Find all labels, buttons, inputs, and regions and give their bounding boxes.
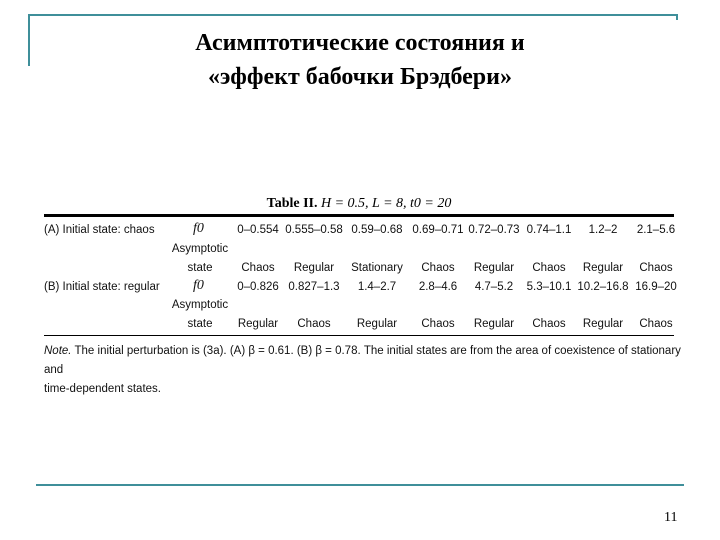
row-b-state-cell-6: Chaos [532, 318, 566, 330]
row-b-f0-cell-1: 0–0.826 [237, 281, 279, 293]
row-b-asym-label-2: state [187, 318, 213, 330]
frame-bottom-line [36, 484, 684, 486]
row-a-state-cell-4: Chaos [421, 262, 455, 274]
note-label: Note. [44, 345, 72, 357]
row-b-f0-cell-2: 0.827–1.3 [288, 281, 340, 293]
row-b-state-cell-4: Chaos [421, 318, 455, 330]
row-a-f0-cell-8: 2.1–5.6 [636, 224, 676, 236]
row-a-asym-label-2: state [187, 262, 213, 274]
table-note [44, 342, 684, 399]
row-a-f0-label: f0 [193, 221, 204, 236]
row-b-f0-cell-6: 5.3–10.1 [526, 281, 572, 293]
row-a-state-cell-6: Chaos [532, 262, 566, 274]
table-bottom-rule [44, 335, 674, 336]
row-a-state-cell-5: Regular [473, 262, 515, 274]
note-line-2: time-dependent states. [44, 383, 161, 395]
slide-title [60, 26, 660, 94]
row-b-f0-cell-3: 1.4–2.7 [357, 281, 397, 293]
table-caption-label: Table II. [266, 196, 318, 211]
row-a-state-cell-7: Regular [582, 262, 624, 274]
frame-right-tick [676, 14, 678, 20]
row-a-f0-cell-3: 0.59–0.68 [351, 224, 403, 236]
row-b-state-cell-5: Regular [473, 318, 515, 330]
row-b-state-cell-7: Regular [582, 318, 624, 330]
row-b-f0-cell-7: 10.2–16.8 [577, 281, 629, 293]
slide-title-line-2: «эффект бабочки Брэдбери» [208, 64, 512, 90]
row-b-state-cell-8: Chaos [639, 318, 673, 330]
row-b-f0-cell-4: 2.8–4.6 [418, 281, 458, 293]
row-b-state-cell-3: Regular [356, 318, 398, 330]
row-a-f0-cell-7: 1.2–2 [588, 224, 618, 236]
row-b-state-cell-2: Chaos [297, 318, 331, 330]
row-a-f0-cell-2: 0.555–0.58 [285, 224, 343, 236]
row-a-state-cell-3: Stationary [351, 262, 403, 274]
table-caption-params: H = 0.5, L = 8, t0 = 20 [320, 196, 452, 211]
row-b-f0-cell-5: 4.7–5.2 [474, 281, 514, 293]
row-b-f0-label: f0 [193, 278, 204, 293]
row-b-f0-cell-8: 16.9–20 [635, 281, 677, 293]
slide-title-line-1: Асимптотические состояния и [195, 30, 525, 56]
note-line-1: The initial perturbation is (3a). (A) β = 0.61. (B) β = 0.78. The initial states are from the area of coexistence of stationary and [44, 345, 681, 376]
row-a-state-cell-2: Regular [293, 262, 335, 274]
row-a-label: (A) Initial state: chaos [44, 224, 155, 236]
frame-top-line [28, 14, 678, 16]
table-caption [44, 196, 674, 212]
row-a-f0-cell-6: 0.74–1.1 [526, 224, 572, 236]
row-a-asym-label-1: Asymptotic [171, 243, 229, 255]
row-a-state-cell-8: Chaos [639, 262, 673, 274]
row-b-label: (B) Initial state: regular [44, 281, 160, 293]
row-b-asym-label-1: Asymptotic [171, 299, 229, 311]
row-b-state-cell-1: Regular [237, 318, 279, 330]
row-a-f0-cell-5: 0.72–0.73 [468, 224, 520, 236]
frame-left-line [28, 14, 30, 66]
row-a-f0-cell-4: 0.69–0.71 [412, 224, 464, 236]
page-number: 11 [664, 510, 678, 525]
row-a-state-cell-1: Chaos [241, 262, 275, 274]
table-top-rule [44, 214, 674, 217]
row-a-f0-cell-1: 0–0.554 [237, 224, 279, 236]
